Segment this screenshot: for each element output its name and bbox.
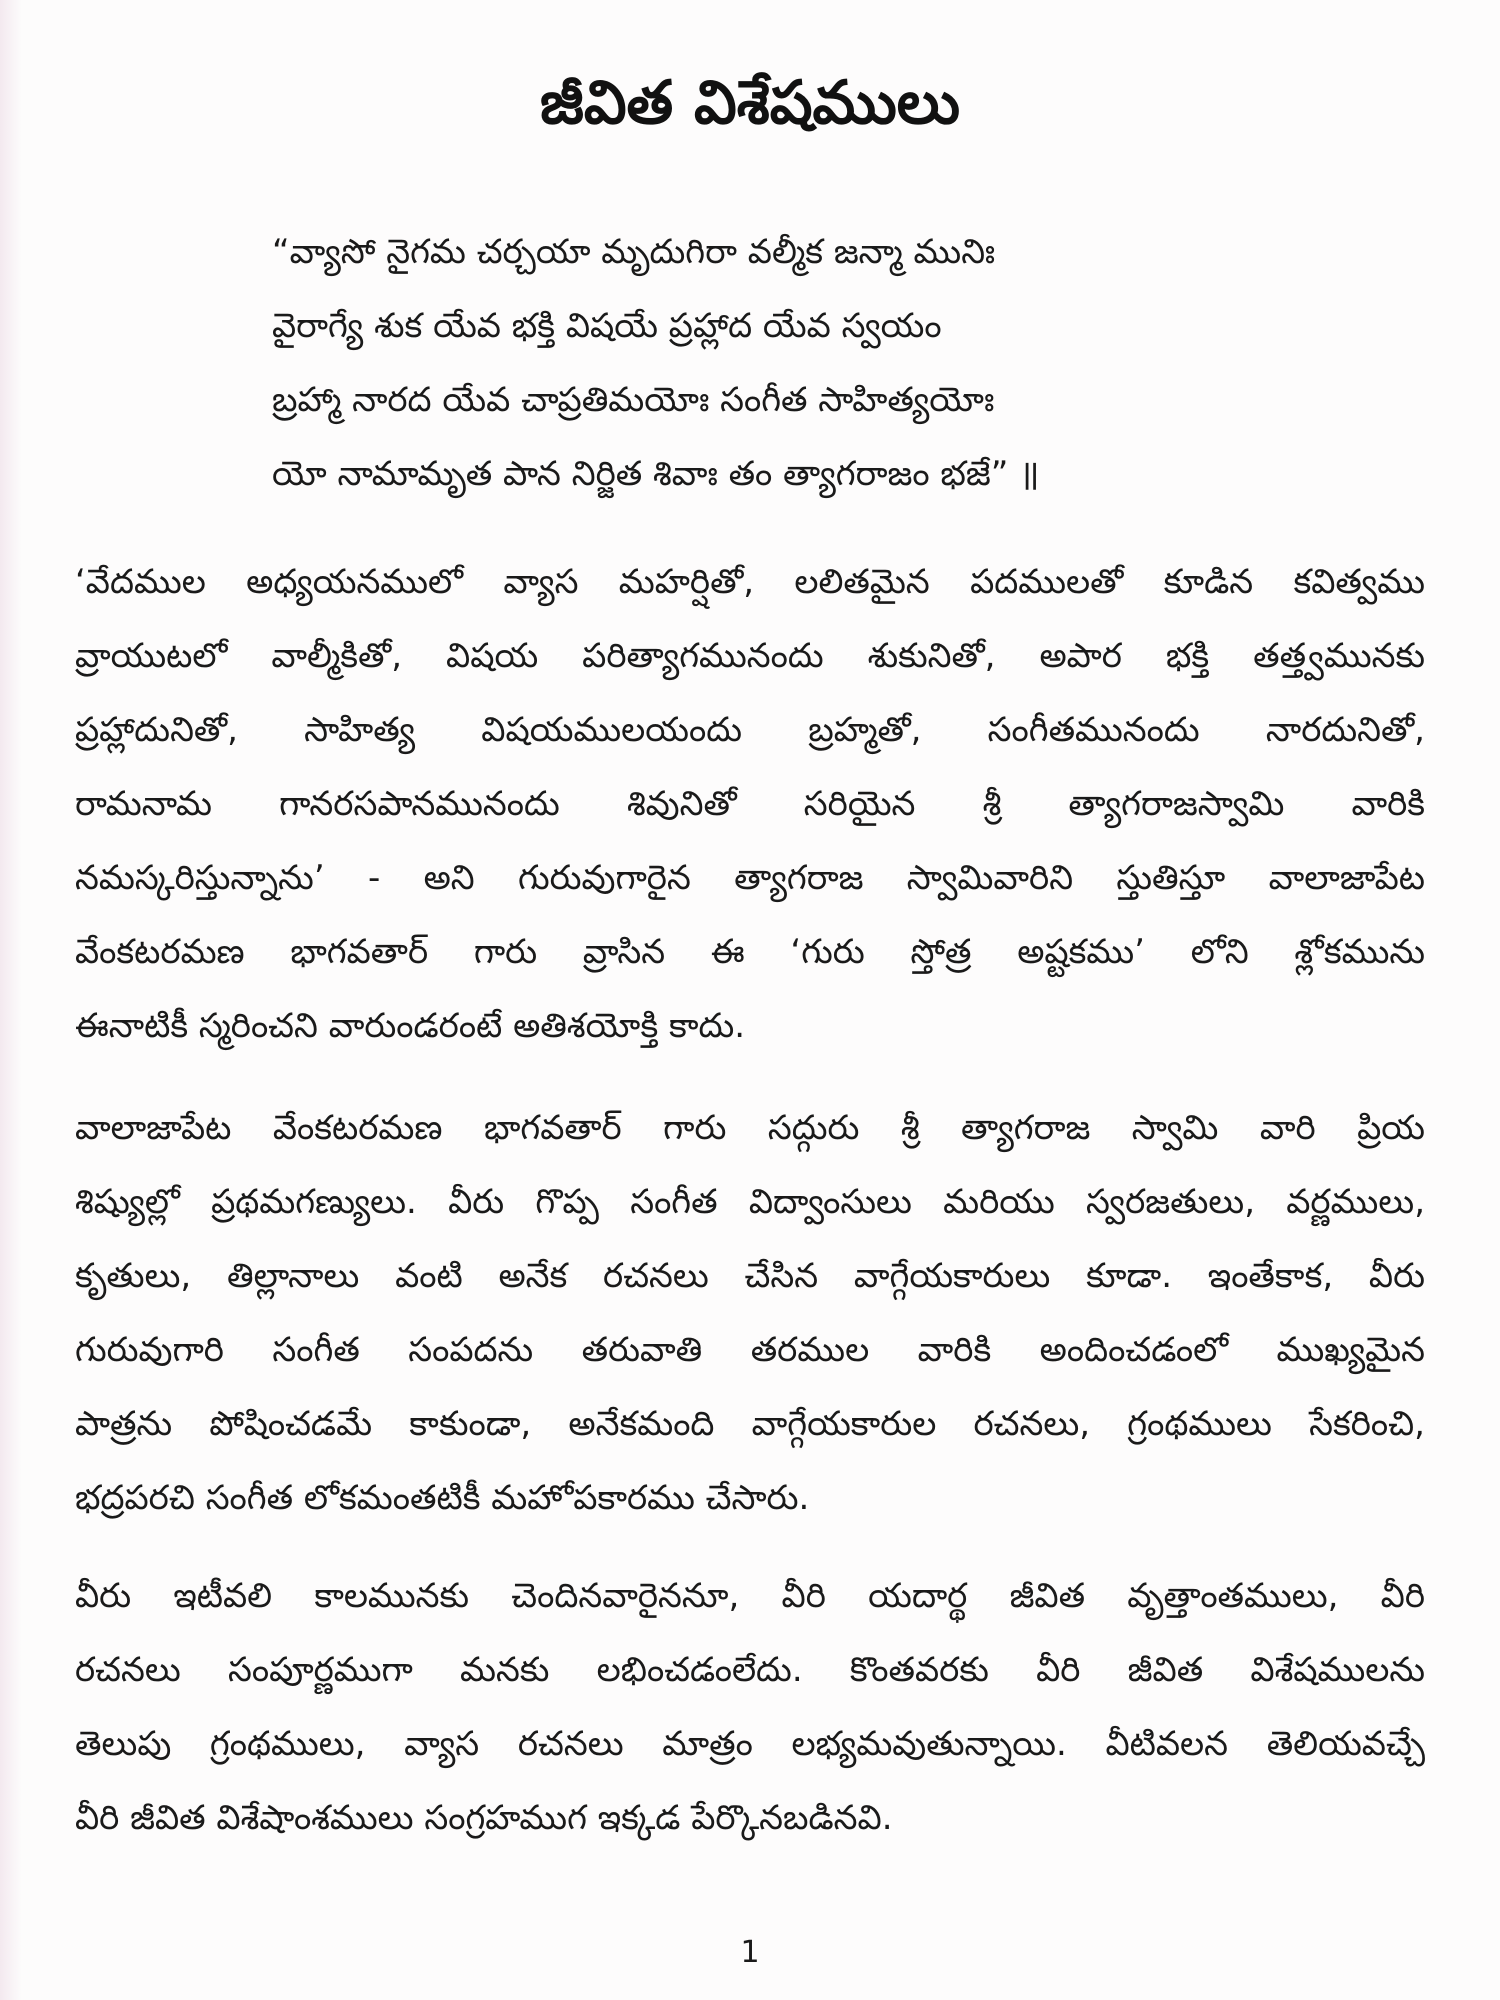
- page-title: జీవిత విశేషములు: [539, 68, 961, 138]
- text-line: నమస్కరిస్తున్నాను’ - అని గురువుగారైన త్యాగరాజ స్వామివారిని స్తుతిస్తూ వాలాజాపేట: [75, 858, 1425, 898]
- text-line: వాలాజాపేట వేంకటరమణ భాగవతార్ గారు సద్గురు శ్రీ త్యాగరాజ స్వామి వారి ప్రియ: [75, 1108, 1425, 1148]
- text-line: వీరు ఇటీవలి కాలమునకు చెందినవారైననూ, వీరి యదార్థ జీవిత వృత్తాంతములు, వీరి: [75, 1576, 1425, 1616]
- text-line: పాత్రను పోషించడమే కాకుండా, అనేకమంది వాగ్గేయకారుల రచనలు, గ్రంథములు సేకరించి,: [75, 1404, 1425, 1444]
- verse-line: “వ్యాసో నైగమ చర్చయా మృదుగిరా వల్మీక జన్మా మునిః: [272, 232, 996, 272]
- verse-line: యో నామామృత పాన నిర్జిత శివాః తం త్యాగరాజం భజే” ॥: [272, 454, 1040, 494]
- verse-line: బ్రహ్మా నారద యేవ చాప్రతిమయోః సంగీత సాహిత్యయోః: [272, 380, 995, 420]
- sanskrit-verse: [272, 222, 1272, 518]
- text-line: రచనలు సంపూర్ణముగా మనకు లభించడంలేదు. కొంతవరకు వీరి జీవిత విశేషములను: [75, 1650, 1425, 1690]
- text-line: వేంకటరమణ భాగవతార్ గారు వ్రాసిన ఈ ‘గురు స్తోత్ర అష్టకము’ లోని శ్లోకమును: [75, 932, 1425, 972]
- text-line: వీరి జీవిత విశేషాంశములు సంగ్రహముగ ఇక్కడ పేర్కొనబడినవి.: [75, 1798, 893, 1838]
- text-line: రామనామ గానరసపానమునందు శివునితో సరియైన శ్రీ త్యాగరాజస్వామి వారికి: [75, 784, 1425, 824]
- text-line: శిష్యుల్లో ప్రథమగణ్యులు. వీరు గొప్ప సంగీత విద్వాంసులు మరియు స్వరజతులు, వర్ణములు,: [75, 1182, 1425, 1222]
- text-line: వ్రాయుటలో వాల్మీకితో, విషయ పరిత్యాగమునందు శుకునితో, అపార భక్తి తత్త్వమునకు: [75, 636, 1425, 676]
- text-line: తెలుపు గ్రంథములు, వ్యాస రచనలు మాత్రం లభ్యమవుతున్నాయి. వీటివలన తెలియవచ్చే: [75, 1724, 1425, 1764]
- text-line: గురువుగారి సంగీత సంపదను తరువాతి తరముల వారికి అందించడంలో ముఖ్యమైన: [75, 1330, 1425, 1370]
- text-line: ప్రహ్లాదునితో, సాహిత్య విషయములయందు బ్రహ్మతో, సంగీతమునందు నారదునితో,: [75, 710, 1425, 750]
- paragraph-2: [75, 1098, 1425, 1542]
- paragraph-3: [75, 1566, 1425, 1862]
- page-number: 1: [740, 1935, 760, 1970]
- page-edge-shadow: [0, 0, 22, 2000]
- text-line: ‘వేదముల అధ్యయనములో వ్యాస మహర్షితో, లలితమైన పదములతో కూడిన కవిత్వము: [75, 562, 1425, 602]
- verse-line: వైరాగ్యే శుక యేవ భక్తి విషయే ప్రహ్లాద యేవ స్వయం: [272, 306, 942, 346]
- text-line: ఈనాటికీ స్మరించని వారుండరంటే అతిశయోక్తి కాదు.: [75, 1006, 746, 1046]
- text-line: భద్రపరచి సంగీత లోకమంతటికీ మహోపకారము చేసారు.: [75, 1478, 810, 1518]
- paragraph-1: [75, 552, 1425, 1070]
- text-line: కృతులు, తిల్లానాలు వంటి అనేక రచనలు చేసిన వాగ్గేయకారులు కూడా. ఇంతేకాక, వీరు: [75, 1256, 1425, 1296]
